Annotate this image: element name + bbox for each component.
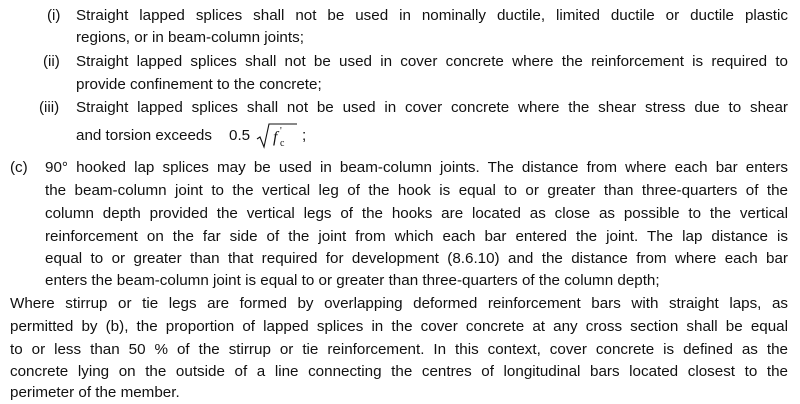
formula-end: ; [302,127,307,144]
item-iii-line-2 [0,125,800,147]
clause-c-line-6 [0,270,800,292]
formula-coefficient: 0.5 [229,127,251,144]
square-root-formula [256,122,298,150]
item-ii-text: provide confinement to the concrete; [76,76,322,93]
formula-variable: f [273,129,278,146]
paragraph-line-2 [0,316,800,338]
item-i-text: regions, or in beam-column joints; [76,29,304,46]
item-ii-line-2 [0,74,800,96]
paragraph-text: perimeter of the member. [10,384,180,401]
paragraph-line-3 [0,339,800,361]
item-ii-line-1 [0,51,800,73]
item-iii-text: Straight lapped splices shall not be used in cover concrete where the shear stress due to shear [76,99,788,116]
paragraph-line-4 [0,361,800,383]
clause-c-text: reinforcement on the far side of the joint from which each bar entered the joint. The lap distance is [45,228,788,245]
paragraph-line-1 [0,293,800,315]
clause-c-label: (c) [10,159,28,176]
item-i-line-1 [0,5,800,27]
clause-c-text: column depth provided the vertical legs of the hooks are located as close as possible to the vertical [45,205,788,222]
clause-c-text: 90° hooked lap splices may be used in beam-column joints. The distance from where each bar enters [45,159,788,176]
clause-c-line-2 [0,180,800,202]
formula-prime: ' [280,126,282,137]
clause-c-text: the beam-column joint to the vertical leg of the hook is equal to or greater than three-quarters of the [45,182,788,199]
paragraph-text: to or less than 50 % of the stirrup or tie reinforcement. In this context, cover concrete is defined as the [10,341,788,358]
clause-c-line-3 [0,203,800,225]
item-ii-text: Straight lapped splices shall not be used in cover concrete where the reinforcement is required to [76,53,788,70]
item-ii-label: (ii) [43,53,60,70]
clause-c-line-1 [0,157,800,179]
item-i-label: (i) [47,7,61,24]
clause-c-text: enters the beam-column joint is equal to or greater than three-quarters of the column depth; [45,272,660,289]
clause-c-line-4 [0,226,800,248]
formula-subscript: c [280,138,285,149]
item-i-text: Straight lapped splices shall not be used in nominally ductile, limited ductile or ductile plastic [76,7,788,24]
item-i-line-2 [0,27,800,49]
paragraph-text: Where stirrup or tie legs are formed by overlapping deformed reinforcement bars with straight laps, as [10,295,788,312]
paragraph-text: concrete lying on the outside of a line connecting the centres of longitudinal bars located closest to the [10,363,788,380]
clause-c-line-5 [0,248,800,270]
item-iii-text: and torsion exceeds [76,127,212,144]
clause-c-text: equal to or greater than that required for development (8.6.10) and the distance from where each bar [45,250,788,267]
radical-sign-icon [256,122,298,150]
item-iii-label: (iii) [39,99,60,116]
paragraph-line-5 [0,382,800,404]
item-iii-line-1 [0,97,800,119]
paragraph-text: permitted by (b), the proportion of lapped splices in the cover concrete at any cross section shall be equal [10,318,788,335]
